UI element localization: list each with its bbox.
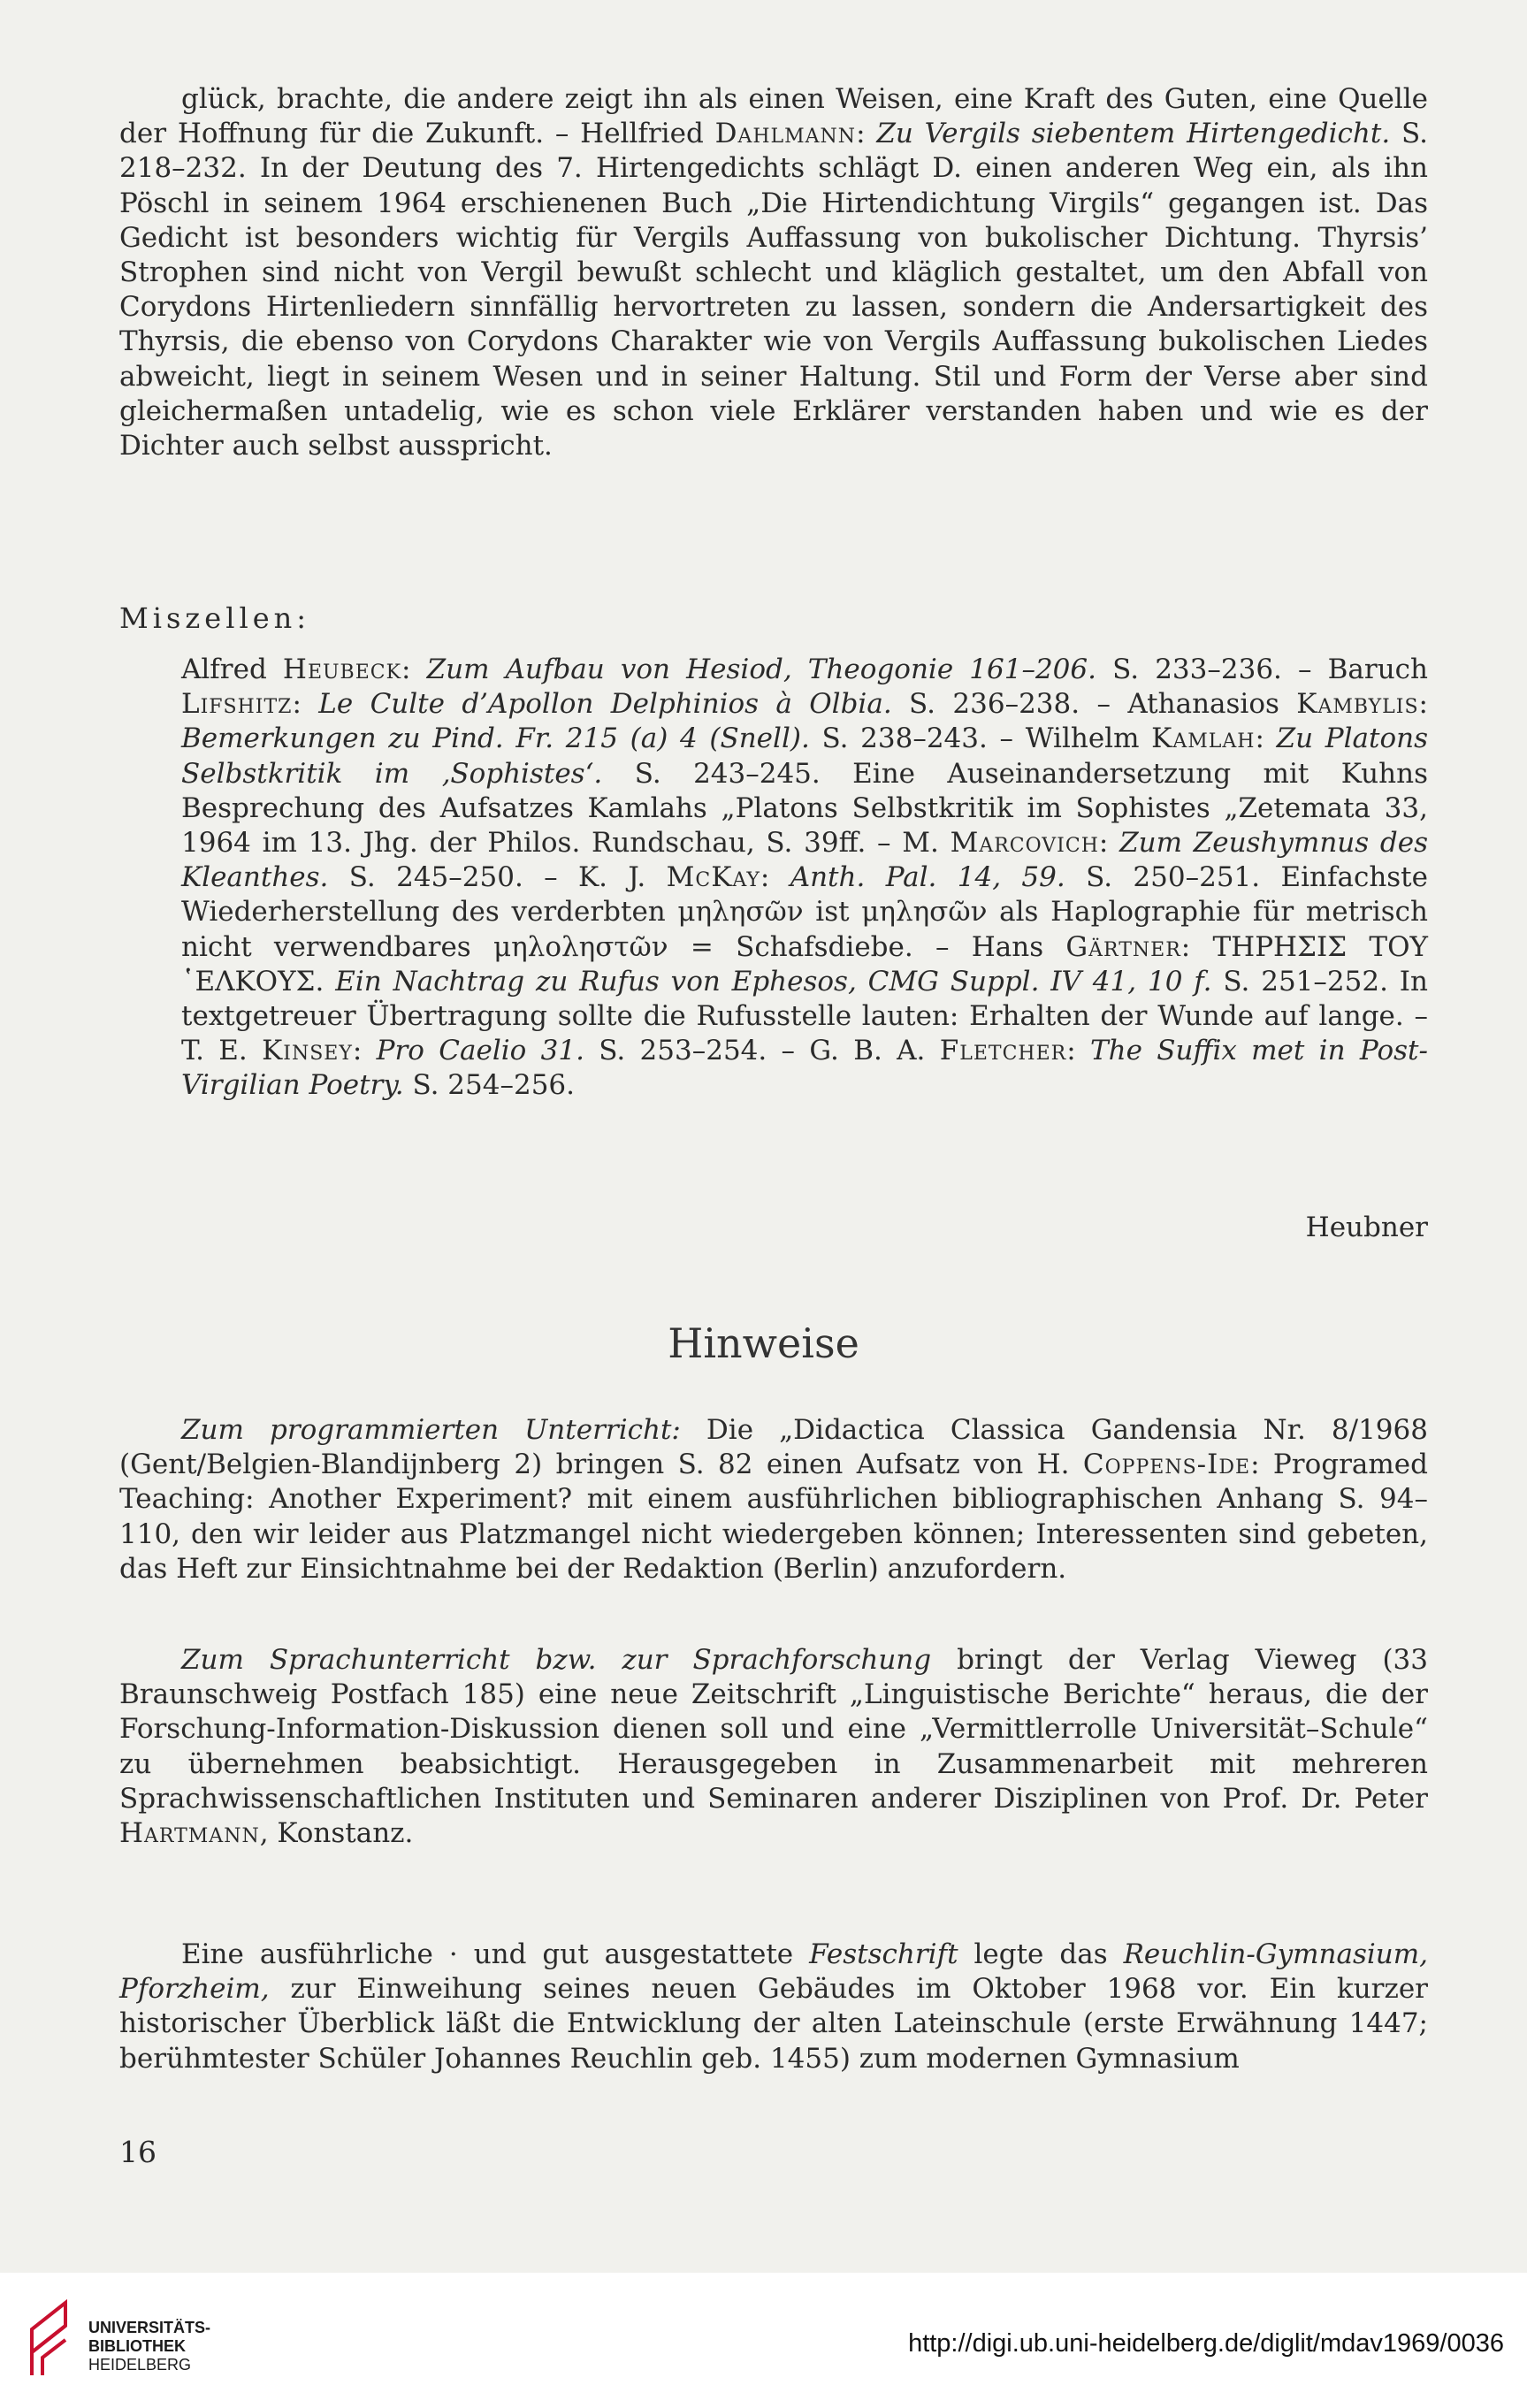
author-name: Hartmann [119,1817,260,1850]
text-run: : [401,654,427,685]
italic-title: Zu Vergils siebentem Hirtengedicht. [876,118,1391,150]
ub-heidelberg-logo-icon [19,2299,74,2379]
text-run: , Konstanz. [259,1817,414,1850]
text-run: Alfred [181,654,283,685]
section-title: Hinweise [668,1319,859,1367]
text-run: S. 250–251. Einfachste Wiederherstellung des verderbten μηλησῶν ist μηλησῶν als Haplographie für metrisch nicht verwendbares μηλοληστῶν = Schafsdiebe. – Hans [181,861,1428,963]
text-run: S. 253–254. – G. B. A. [584,1035,940,1067]
text-run: : ΤΗΡΗΣΙΣ ΤΟΥ ῾ΕΛΚΟΥΣ. [181,930,1428,998]
library-name-line1: UNIVERSITÄTS- [88,2319,211,2336]
author-name: Fletcher [939,1035,1067,1067]
text-run: S. 236–238. – Athanasios [891,688,1297,721]
italic-title: Reuchlin-Gymnasium, Pforzheim, [119,1938,1428,2006]
text-run: : [760,861,790,894]
text-run: : [1098,827,1120,860]
italic-title: The Suffix met in Post-Virgilian Poetry. [181,1035,1428,1102]
library-name-line3: HEIDELBERG [88,2356,192,2374]
italic-title: Festschrift [809,1938,958,1970]
author-name: Dahlmann [714,118,857,150]
author-name: Lifshitz [181,688,293,721]
digitization-footer [0,2273,1527,2408]
text-run: bringt der Verlag Vieweg (33 Braunschweig Postfach 185) eine neue Zeitschrift „Linguistische Berichte“ heraus, die der Forschung-Information-Diskussion dienen soll und eine „Vermittlerrolle Universität–Schule“ zu übernehmen beabsichtigt. Herausgegeben in Zusammenarbeit mit mehreren Sprachwissenschaftlichen Instituten und Seminaren anderer Disziplinen von Prof. Dr. Peter [119,1644,1428,1815]
italic-title: Zum Sprachunterricht bzw. zur Sprachforschung [181,1644,932,1676]
text-run: S. 233–236. – Baruch [1096,654,1428,685]
author-name: Marcovich [950,827,1099,860]
italic-title: Le Culte d’Apollon Delphinios à Olbia. [318,688,892,721]
italic-title: Zu Platons Selbstkritik im ‚Sophistes‘. [181,722,1428,790]
hinweis-paragraph-3 [119,1938,1428,2076]
text-run: Eine ausführliche · und gut ausgestattete [181,1938,810,1970]
author-name: Gärtner [1065,930,1181,963]
author-name: Heubeck [282,654,402,685]
text-run: S. 218–232. In der Deutung des 7. Hirtengedichts schlägt D. einen anderen Weg ein, als ihn Pöschl in seinem 1964 erschienenen Buch „Die Hirtendichtung Virgils“ gegangen ist. Das Gedicht ist besonders wichtig für Vergils Auffassung von bukolischer Dichtung. Thyrsis’ Strophen sind nicht von Vergil bewußt schlecht und kläglich gestaltet, um den Abfall von Corydons Hirtenliedern sinnfällig hervortreten zu lassen, sondern die Andersartigkeit des Thyrsis, die ebenso von Corydons Charakter wie von Vergils Auffassung bukolischen Liedes abweicht, liegt in seinem Wesen und in seiner Haltung. Stil und Form der Verse aber sind gleichermaßen untadelig, wie es schon viele Erklärer verstanden haben und wie es der Dichter auch selbst ausspricht. [119,118,1428,462]
text-run: glück, brachte, die andere zeigt ihn als einen Weisen, eine Kraft des Guten, eine Quelle der Hoffnung für die Zukunft. – Hellfried [119,83,1428,150]
author-name: McKay [666,861,760,894]
text-run: : [1255,722,1277,755]
library-name-line2: BIBLIOTHEK [88,2337,186,2355]
italic-title: Zum programmierten Unterricht: [181,1414,681,1446]
text-run: S. 251–252. In textgetreuer Übertragung sollte die Rufusstelle lauten: Erhalten der Wunde auf lange. – T. E. [181,965,1429,1067]
library-logo-text [88,2319,210,2374]
text-run: : Programed Teaching: Another Experiment? mit einem ausführlichen bibliographischen Anhang S. 94–110, den wir leider aus Platzmangel nicht wiedergeben können; Interessenten sind gebeten, das Heft zur Einsichtnahme bei der Redaktion (Berlin) anzufordern. [119,1449,1428,1585]
text-run: : [1066,1035,1090,1067]
text-run: : [856,118,877,150]
text-run: legte das [958,1938,1124,1970]
text-run: S. 245–250. – K. J. [328,861,667,894]
italic-title: Zum Aufbau von Hesiod, Theogonie 161–206. [426,654,1096,685]
italic-title: Pro Caelio 31. [376,1035,584,1067]
text-run: Die „Didactica Classica Gandensia Nr. 8/1968 (Gent/Belgien-Blandijnberg 2) bringen S. 82 einen Aufsatz von H. [119,1414,1428,1481]
text-run: S. 238–243. – Wilhelm [809,722,1152,755]
text-run: S. 243–245. Eine Auseinandersetzung mit Kuhns Besprechung des Aufsatzes Kamlahs „Platons Selbstkritik im Sophistes „Zetemata 33, 1964 im 13. Jhg. der Philos. Rundschau, S. 39ff. – M. [181,757,1428,860]
text-run: : [292,688,319,721]
author-name: Coppens-Ide [1082,1449,1251,1481]
italic-title: Anth. Pal. 14, 59. [790,861,1065,894]
miszellen-heading: Miszellen: [119,601,311,635]
hinweis-paragraph-2 [119,1643,1428,1851]
intro-paragraph [119,82,1428,463]
italic-title: Bemerkungen zu Pind. Fr. 215 (a) 4 (Snell). [181,722,810,755]
author-name: Kamlah [1151,722,1256,755]
permalink-url[interactable]: http://digi.ub.uni-heidelberg.de/diglit/mdav1969/0036 [908,2329,1504,2358]
signature: Heubner [1305,1212,1428,1243]
text-run: zur Einweihung seines neuen Gebäudes im Oktober 1968 vor. Ein kurzer historischer Überblick läßt die Entwicklung der alten Lateinschule (erste Erwähnung 1447; berühmtester Schüler Johannes Reuchlin geb. 1455) zum modernen Gymnasium [119,1973,1428,2075]
miszellen-paragraph [181,653,1428,1104]
page-number: 16 [119,2135,157,2169]
text-run: : [352,1035,377,1067]
hinweis-paragraph-1 [119,1413,1428,1586]
author-name: Kinsey [262,1035,353,1067]
author-name: Kambylis [1296,688,1419,721]
text-run: S. 254–256. [403,1069,575,1102]
italic-title: Ein Nachtrag zu Rufus von Ephesos, CMG Suppl. IV 41, 10 f. [335,965,1212,998]
text-run: : [1418,688,1428,721]
italic-title: Zum Zeushymnus des Kleanthes. [181,827,1428,894]
